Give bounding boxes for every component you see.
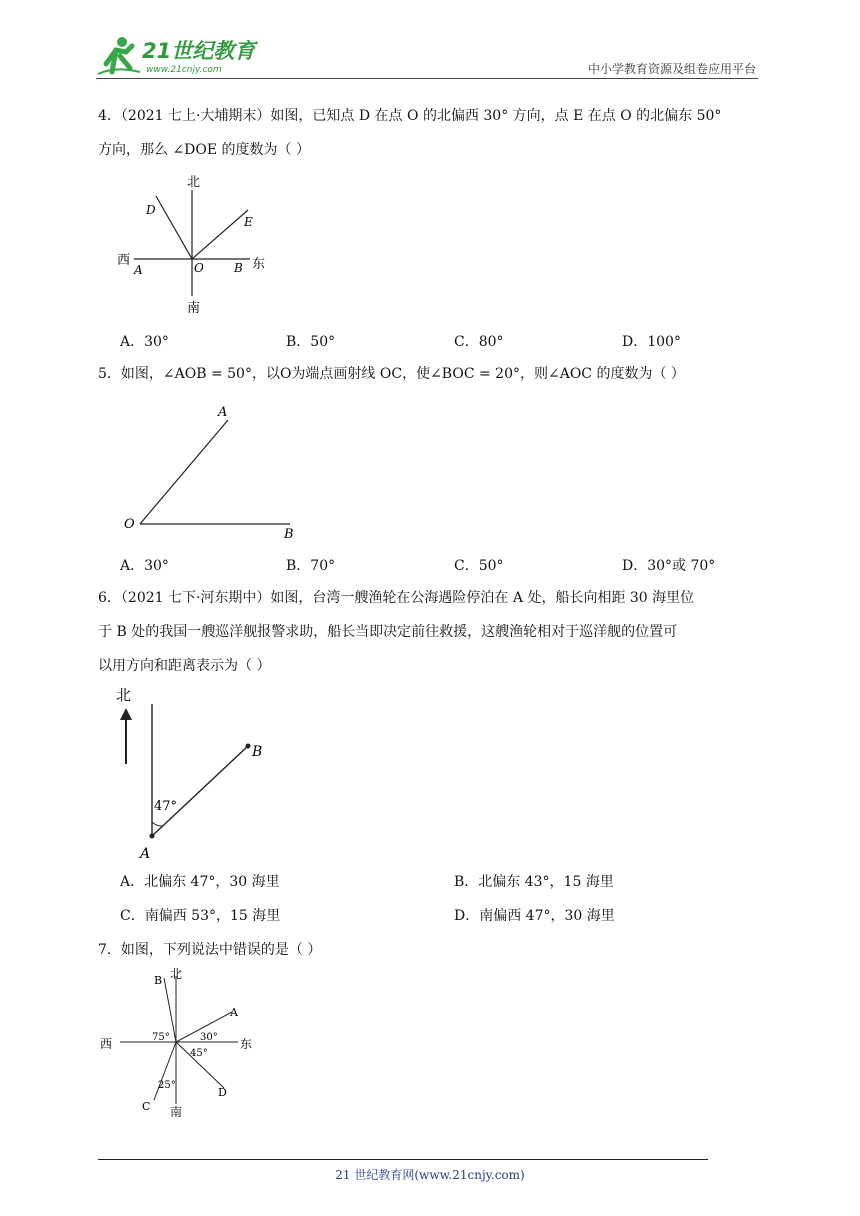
- question-7-line-1: 7．如图，下列说法中错误的是（ ）: [98, 942, 322, 958]
- label-north: 北: [170, 967, 183, 981]
- q5-option-a[interactable]: A．30°: [120, 558, 169, 574]
- label-a: A: [134, 263, 143, 277]
- label-south: 南: [187, 301, 201, 316]
- q6-option-a[interactable]: A．北偏东 47°，30 海里: [120, 874, 280, 890]
- q6-option-c[interactable]: C．南偏西 53°，15 海里: [120, 908, 281, 924]
- label-c: C: [142, 1100, 151, 1113]
- q5-option-c[interactable]: C．50°: [454, 558, 504, 574]
- label-b: B: [284, 527, 294, 542]
- site-logo: [96, 34, 266, 78]
- q6-option-d[interactable]: D．南偏西 47°，30 海里: [454, 908, 615, 924]
- question-4-figure: [112, 168, 282, 318]
- angle-25: 25°: [158, 1080, 176, 1091]
- label-o: O: [124, 517, 135, 532]
- angle-75: 75°: [152, 1032, 170, 1043]
- label-south: 南: [170, 1105, 183, 1119]
- svg-text:www.21cnjy.com: www.21cnjy.com: [146, 65, 222, 75]
- footer-text: 21 世纪教育网(www.21cnjy.com): [335, 1168, 525, 1182]
- label-b: B: [252, 744, 263, 760]
- label-a: A: [140, 846, 151, 862]
- label-west: 西: [100, 1037, 113, 1051]
- question-5-figure: [118, 398, 308, 548]
- label-b: B: [154, 974, 163, 987]
- q6-option-b[interactable]: B．北偏东 43°，15 海里: [454, 874, 614, 890]
- label-east: 东: [252, 257, 266, 272]
- q4-option-a[interactable]: A．30°: [120, 334, 169, 350]
- q5-option-b[interactable]: B．70°: [286, 558, 336, 574]
- q5-option-d[interactable]: D．30°或 70°: [622, 558, 716, 574]
- angle-label: 47°: [154, 799, 178, 814]
- footer-divider: [98, 1159, 708, 1160]
- q4-option-b[interactable]: B．50°: [286, 334, 336, 350]
- label-d: D: [218, 1086, 227, 1099]
- runner-icon: [98, 37, 140, 74]
- angle-30: 30°: [200, 1032, 218, 1043]
- question-6-line-1: 6．（2021 七下·河东期中）如图，台湾一艘渔轮在公海遇险停泊在 A 处，船长向相距 30 海里位: [98, 590, 695, 606]
- label-east: 东: [240, 1037, 253, 1051]
- question-4-line-1: 4．（2021 七上·大埔期末）如图，已知点 D 在点 O 的北偏西 30° 方向，点 E 在点 O 的北偏东 50°: [98, 108, 722, 124]
- label-e: E: [244, 215, 253, 229]
- svg-text:21世纪教育: 21世纪教育: [142, 39, 256, 63]
- question-7-figure: [98, 962, 268, 1122]
- question-5-line-1: 5．如图，∠AOB = 50°，以O为端点画射线 OC，使∠BOC = 20°，则∠AOC 的度数为（ ）: [98, 366, 685, 382]
- question-6-line-2: 于 B 处的我国一艘巡洋舰报警求助，船长当即决定前往救援，这艘渔轮相对于巡洋舰的位置可: [98, 624, 678, 640]
- label-north: 北: [187, 175, 201, 190]
- q4-option-d[interactable]: D．100°: [622, 334, 681, 350]
- label-o: O: [194, 261, 204, 275]
- question-6-figure: [106, 680, 286, 864]
- label-a: A: [218, 405, 228, 420]
- label-a: A: [230, 1006, 238, 1019]
- label-b: B: [234, 261, 243, 275]
- q4-option-c[interactable]: C．80°: [454, 334, 504, 350]
- question-6-line-3: 以用方向和距离表示为（ ）: [98, 658, 271, 674]
- angle-45: 45°: [190, 1048, 208, 1059]
- header-slogan: 中小学教育资源及组卷应用平台: [587, 62, 756, 76]
- label-west: 西: [117, 253, 131, 268]
- label-north: 北: [116, 686, 132, 704]
- question-4-line-2: 方向，那么 ∠DOE 的度数为（ ）: [98, 142, 311, 158]
- label-d: D: [146, 203, 156, 217]
- header-divider: [96, 78, 758, 79]
